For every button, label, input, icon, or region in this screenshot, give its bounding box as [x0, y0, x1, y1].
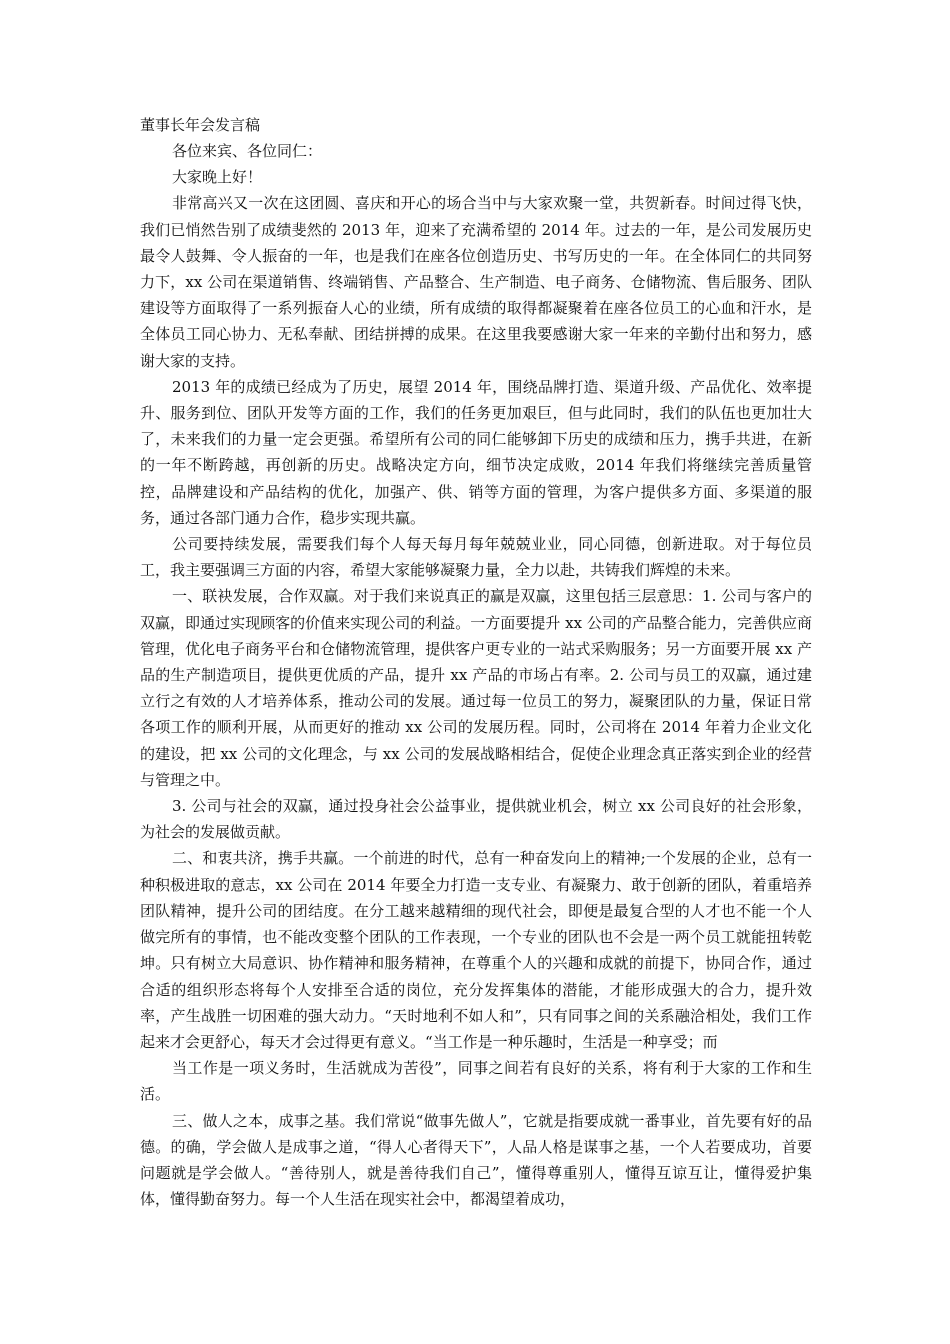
paragraph-section-two-continued: 当工作是一项义务时，生活就成为苦役”，同事之间若有良好的关系，将有利于大家的工作和生活。 — [140, 1059, 812, 1104]
greeting: 大家晚上好！ — [172, 168, 263, 187]
paragraph-section-two: 二、和衷共济，携手共赢。一个前进的时代，总有一种奋发向上的精神;一个发展的企业，总有一种积极进取的意志，xx 公司在 2014 年要全力打造一支专业、有凝聚力、敢于创新的团队，着重培养团队精神，提升公司的团结度。在分工越来越精细的现代社会，即便是最复合型的人才也不能一个人做完所有的事情，也不能改变整个团队的工作表现，一个专业的团队也不会是一两个员工就能扭转乾坤。只有树立大局意识、协作精神和服务精神，在尊重个人的兴趣和成就的前提下，协同合作，通过合适的组织形态将每个人安排至合适的岗位，充分发挥集体的潜能，才能形成强大的合力，提升效率，产生战胜一切困难的强大动力。“天时地利不如人和”，只有同事之间的关系融洽相处，我们工作起来才会更舒心，每天才会过得更有意义。“当工作是一种乐趣时，生活是一种享受；而 — [140, 849, 812, 1051]
paragraph-outlook: 2013 年的成绩已经成为了历史，展望 2014 年，围绕品牌打造、渠道升级、产品优化、效率提升、服务到位、团队开发等方面的工作，我们的任务更加艰巨，但与此同时，我们的队伍也更加壮大了，未来我们的力量一定会更强。希望所有公司的同仁能够卸下历史的成绩和压力，携手共进，在新的一年不断跨越，再创新的历史。战略决定方向，细节决定成败，2014 年我们将继续完善质量管控，品牌建设和产品结构的优化，加强产、供、销等方面的管理，为客户提供多方面、多渠道的服务，通过各部门通力合作，稳步实现共赢。 — [140, 377, 812, 527]
paragraph-opening: 非常高兴又一次在这团圆、喜庆和开心的场合当中与大家欢聚一堂，共贺新春。时间过得飞快，我们已悄然告别了成绩斐然的 2013 年，迎来了充满希望的 2014 年。过去的一年，是公司发展历史最令人鼓舞、令人振奋的一年，也是我们在座各位创造历史、书写历史的一年。在全体同仁的共同努力下，xx 公司在渠道销售、终端销售、产品整合、生产制造、电子商务、仓储物流、售后服务、团队建设等方面取得了一系列振奋人心的业绩，所有成绩的取得都凝聚着在座各位员工的心血和汗水，是全体员工同心协力、无私奉献、团结拼搏的成果。在这里我要感谢大家一年来的辛勤付出和努力，感谢大家的支持。 — [140, 194, 812, 370]
paragraph-three-aspects: 公司要持续发展，需要我们每个人每天每月每年兢兢业业，同心同德，创新进取。对于每位员工，我主要强调三方面的内容，希望大家能够凝聚力量，全力以赴，共铸我们辉煌的未来。 — [140, 535, 812, 580]
paragraph-section-three: 三、做人之本，成事之基。我们常说“做事先做人”，它就是指要成就一番事业，首先要有好的品德。的确，学会做人是成事之道，“得人心者得天下”，人品人格是谋事之基，一个人若要成功，首要问题就是学会做人。“善待别人，就是善待我们自己”，懂得尊重别人，懂得互谅互让，懂得爱护集体，懂得勤奋努力。每一个人生活在现实社会中，都渴望着成功， — [140, 1111, 812, 1209]
document-page — [140, 112, 812, 1212]
salutation: 各位来宾、各位同仁： — [172, 142, 323, 160]
paragraph-section-one-point-three: 3. 公司与社会的双赢，通过投身社会公益事业，提供就业机会，树立 xx 公司良好的社会形象，为社会的发展做贡献。 — [140, 797, 812, 842]
paragraph-section-one: 一、联袂发展，合作双赢。对于我们来说真正的赢是双赢，这里包括三层意思：1. 公司与客户的双赢，即通过实现顾客的价值来实现公司的利益。一方面要提升 xx 公司的产品整合能力，完善供应商管理，优化电子商务平台和仓储物流管理，提供客户更专业的一站式采购服务；另一方面要开展 xx 产品的生产制造项目，提供更优质的产品，提升 xx 产品的市场占有率。2. 公司与员工的双赢，通过建立行之有效的人才培养体系，推动公司的发展。通过每一位员工的努力，凝聚团队的力量，保证日常各项工作的顺利开展，从而更好的推动 xx 公司的发展历程。同时，公司将在 2014 年着力企业文化的建设，把 xx 公司的文化理念，与 xx 公司的发展战略相结合，促使企业理念真正落实到企业的经营与管理之中。 — [140, 587, 812, 789]
document-title: 董事长年会发言稿 — [140, 116, 261, 134]
